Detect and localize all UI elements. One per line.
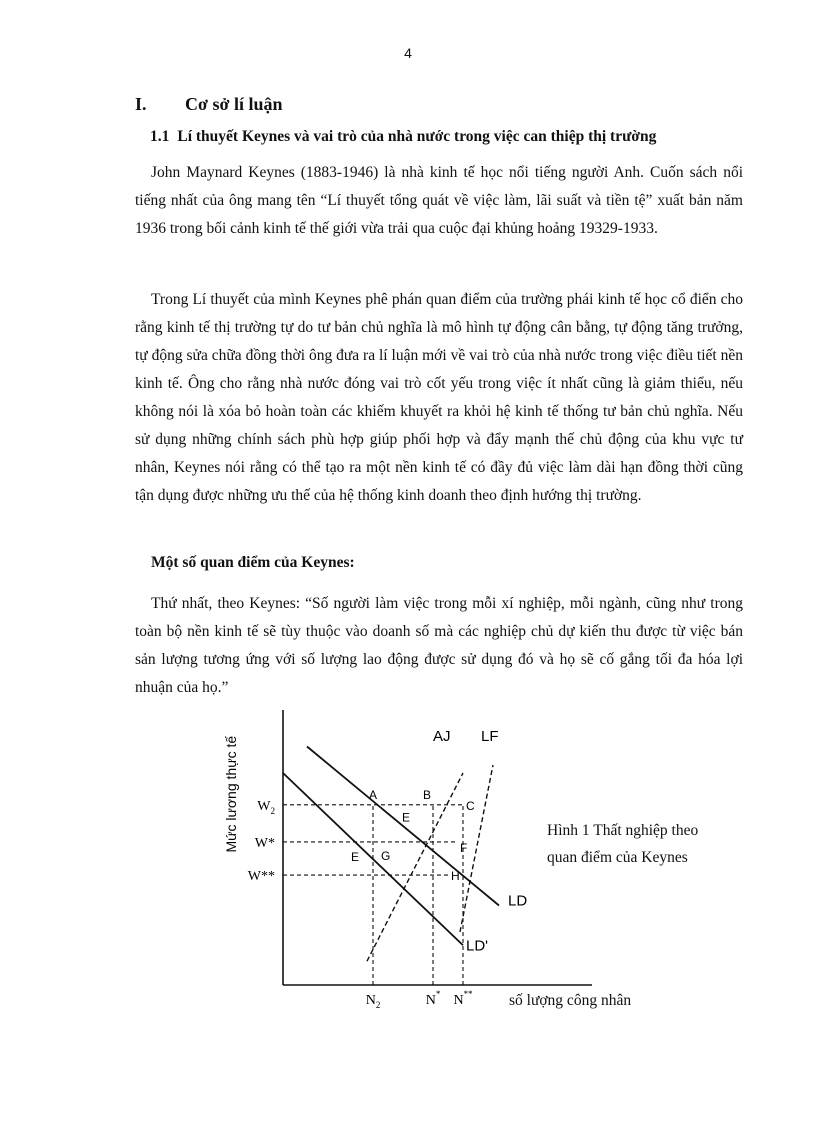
- x-tick-label-1: N*: [425, 989, 441, 1008]
- y-tick-label-2: W**: [247, 869, 275, 885]
- point-label-f-5: F: [460, 841, 468, 856]
- subsection-title: Lí thuyết Keynes và vai trò của nhà nước trong việc can thiệp thị trường: [177, 128, 657, 145]
- point-label-e-4: E: [351, 850, 360, 865]
- series-label-2: AJ: [433, 728, 451, 746]
- point-label-b-1: B: [423, 787, 432, 802]
- y-tick-label-0: $W_2$: [257, 798, 275, 816]
- section-title: Cơ sở lí luận: [185, 94, 283, 114]
- paragraph-keynes-theory: Trong Lí thuyết của mình Keynes phê phán quan điểm của trường phái kinh tế học cổ điển cho rằng kinh tế thị trường tự do tư bản chủ nghĩa là mô hình tự động cân bằng, tự động tăng trưởng, tự động sửa chữa đồng thời ông đưa ra lí luận mới về vai trò của nhà nước trong việc điều tiết nền kinh tế. Ông cho rằng nhà nước đóng vai trò cốt yếu trong việc ít nhất cũng là giảm thiểu, nếu không nói là xóa bỏ hoàn toàn các khiếm khuyết ra khỏi hệ kinh tế thống tư bản chủ nghĩa. Nếu sử dụng những chính sách phù hợp giúp phối hợp và đẩy mạnh thế chủ động của khu vực tư nhân, Keynes nói rằng có thể tạo ra một nền kinh tế có đầy đủ việc làm dài hạn đồng thời cũng tận dụng được những ưu thế của hệ thống kinh doanh theo định hướng thị trường.: [135, 291, 743, 504]
- point-label-e-3: E: [402, 810, 411, 825]
- figure-caption-line-1: Hình 1 Thất nghiệp theo: [547, 822, 699, 839]
- point-label-c-2: C: [466, 798, 475, 813]
- y-axis-label: Mức lương thực tế: [223, 735, 239, 853]
- series-label-1: LD': [466, 937, 489, 955]
- series-label-3: LF: [481, 728, 499, 746]
- paragraph-keynes-bio: John Maynard Keynes (1883-1946) là nhà kinh tế học nổi tiếng người Anh. Cuốn sách nổi tiếng nhất của ông mang tên “Lí thuyết tổng quát về việc làm, lãi suất và tiền tệ” xuất bản năm 1936 trong bối cảnh kinh tế thế giới vừa trải qua cuộc đại khủng hoảng 19329-1933.: [135, 164, 743, 237]
- subsection-number: 1.1: [150, 128, 170, 145]
- views-heading: Một số quan điểm của Keynes:: [151, 554, 355, 571]
- point-label-a-0: A: [369, 787, 378, 802]
- section-number: I.: [135, 94, 147, 114]
- point-label-g-6: G: [381, 848, 391, 863]
- y-tick-label-1: W*: [254, 835, 275, 851]
- paragraph-first-view: Thứ nhất, theo Keynes: “Số người làm việc trong mỗi xí nghiệp, mỗi ngành, cũng như trong toàn bộ nền kinh tế sẽ tùy thuộc vào doanh số mà các nghiệp chủ dự kiến thu được từ việc bán sản lượng tương ứng với số lượng lao động được sử dụng đó và họ sẽ cố gắng tối đa hóa lợi nhuận của họ.”: [135, 595, 743, 696]
- x-tick-label-0: $N_2$: [365, 993, 381, 1010]
- x-tick-label-2: N**: [453, 989, 473, 1008]
- point-label-h-7: H: [451, 869, 460, 884]
- series-label-0: LD: [508, 892, 528, 910]
- figure-caption: [547, 817, 698, 871]
- figure-caption-line-2: quan điểm của Keynes: [547, 849, 688, 866]
- x-axis-label: số lượng công nhân: [509, 992, 632, 1009]
- page-number: 4: [404, 45, 412, 61]
